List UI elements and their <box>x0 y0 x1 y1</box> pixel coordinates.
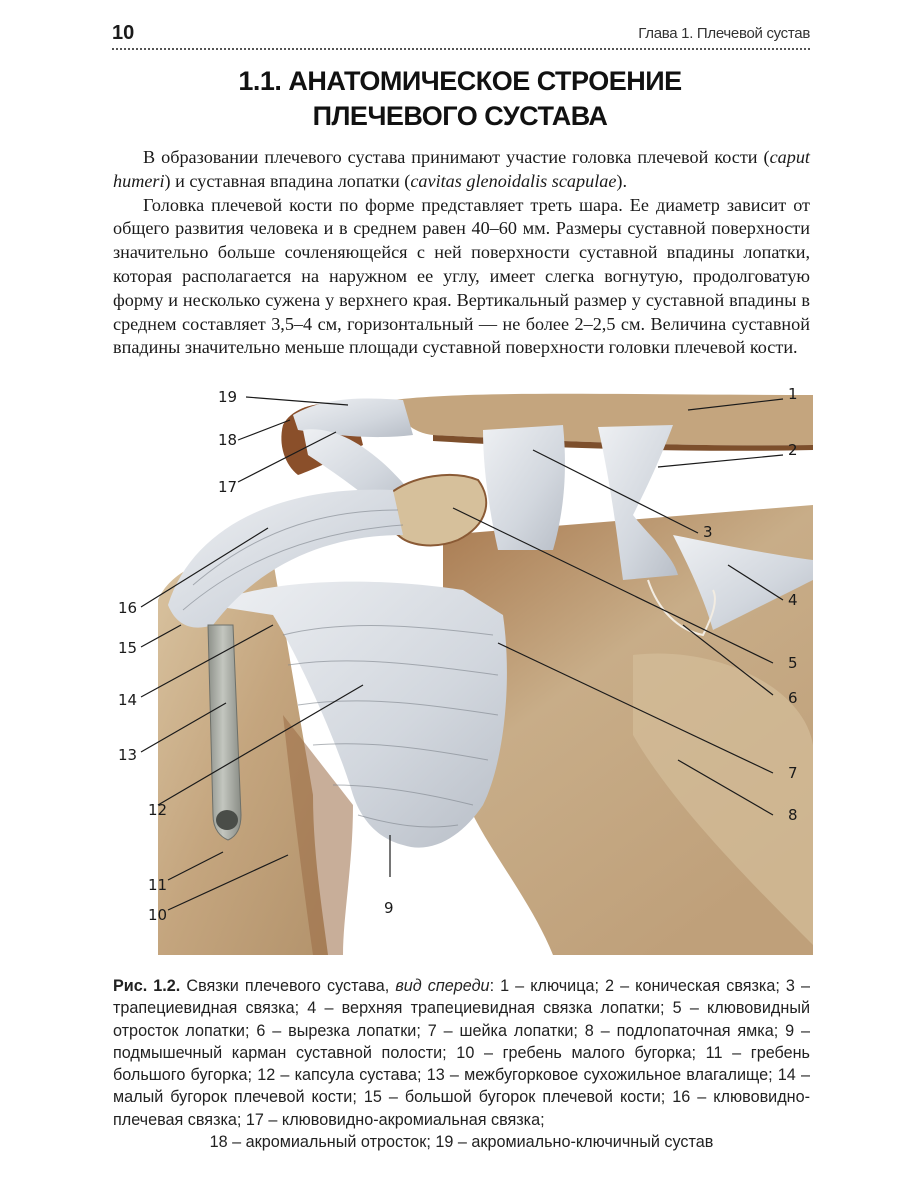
page-number: 10 <box>112 22 135 44</box>
label-11: 11 <box>148 876 168 894</box>
sheath-opening <box>216 810 238 830</box>
label-3: 3 <box>703 523 713 541</box>
paragraph-1 <box>113 146 810 194</box>
label-12: 12 <box>148 801 168 819</box>
anatomical-figure <box>113 385 813 965</box>
label-6: 6 <box>788 689 798 707</box>
caption-items: : 1 – ключица; 2 – коническая связка; 3 – трапециевидная связка; 4 – верхняя трапециевидная связка лопатки; 5 – клювовидный отросток лопатки; 6 – вырезка лопатки; 7 – шейка лопатки; 8 – подлопаточная ямка; 9 – подмышечный карман суставной полости; 10 – гребень малого бугорка; 11 – гребень большого бугорка; 12 – капсула сустава; 13 – межбугорковое сухожильное влагалище; 14 – малый бугорок плечевой кости; 15 – большой бугорок плечевой кости; 16 – клювовидно-плечевая связка; 17 – клювовидно-акромиальная связка; <box>113 977 810 1129</box>
label-16: 16 <box>118 599 138 617</box>
body-text <box>113 146 810 360</box>
label-13: 13 <box>118 746 138 764</box>
label-17: 17 <box>218 478 238 496</box>
label-10: 10 <box>148 906 168 924</box>
caption-view: вид спереди <box>395 977 490 995</box>
label-4: 4 <box>788 591 798 609</box>
paragraph-1-text-c: ). <box>616 170 628 191</box>
label-14: 14 <box>118 691 138 709</box>
figure-caption <box>113 975 810 1153</box>
trapezoid-ligament <box>483 425 565 550</box>
section-title-line2: ПЛЕЧЕВОГО СУСТАВА <box>312 101 608 131</box>
section-title <box>100 64 820 134</box>
label-9: 9 <box>384 899 394 917</box>
label-8: 8 <box>788 806 798 824</box>
paragraph-2: Головка плечевой кости по форме представляет треть шара. Ее диаметр зависит от общего развития человека и в среднем равен 40–60 мм. Размеры суставной поверхности значительно больше сочленяющейся с ней поверхности суставной впадины лопатки, которая располагается на наружном ее углу, имеет слегка вогнутую, продолговатую форму и несколько сужена у верхнего края. Вертикальный размер у суставной впадины в среднем составляет 3,5–4 см, горизонтальный — не более 2–2,5 см. Величина суставной впадины значительно меньше площади суставной поверхности головки плечевой кости. <box>113 194 810 358</box>
shoulder-illustration <box>113 385 813 965</box>
running-head: Глава 1. Плечевой сустав <box>638 25 810 42</box>
label-18: 18 <box>218 431 238 449</box>
page-header <box>112 22 810 50</box>
paragraph-1-text-a: В образовании плечевого сустава принимают участие головка плечевой кости ( <box>143 147 770 167</box>
latin-term-cavitas-glenoidalis: cavitas glenoidalis scapulae <box>410 170 617 191</box>
paragraph-1-text-b: ) и суставная впадина лопатки ( <box>164 170 411 191</box>
label-7: 7 <box>788 764 798 782</box>
label-1: 1 <box>788 385 798 403</box>
label-19: 19 <box>218 388 238 406</box>
caption-label: Рис. 1.2. <box>113 977 181 995</box>
label-5: 5 <box>788 654 798 672</box>
caption-title: Связки плечевого сустава, <box>180 977 396 995</box>
label-2: 2 <box>788 441 798 459</box>
latin-term-caput-humeri: caput humeri <box>113 147 810 191</box>
section-title-line1: 1.1. АНАТОМИЧЕСКОЕ СТРОЕНИЕ <box>238 66 682 96</box>
caption-last-line: 18 – акромиальный отросток; 19 – акромиально-ключичный сустав <box>209 1133 714 1152</box>
label-15: 15 <box>118 639 138 657</box>
